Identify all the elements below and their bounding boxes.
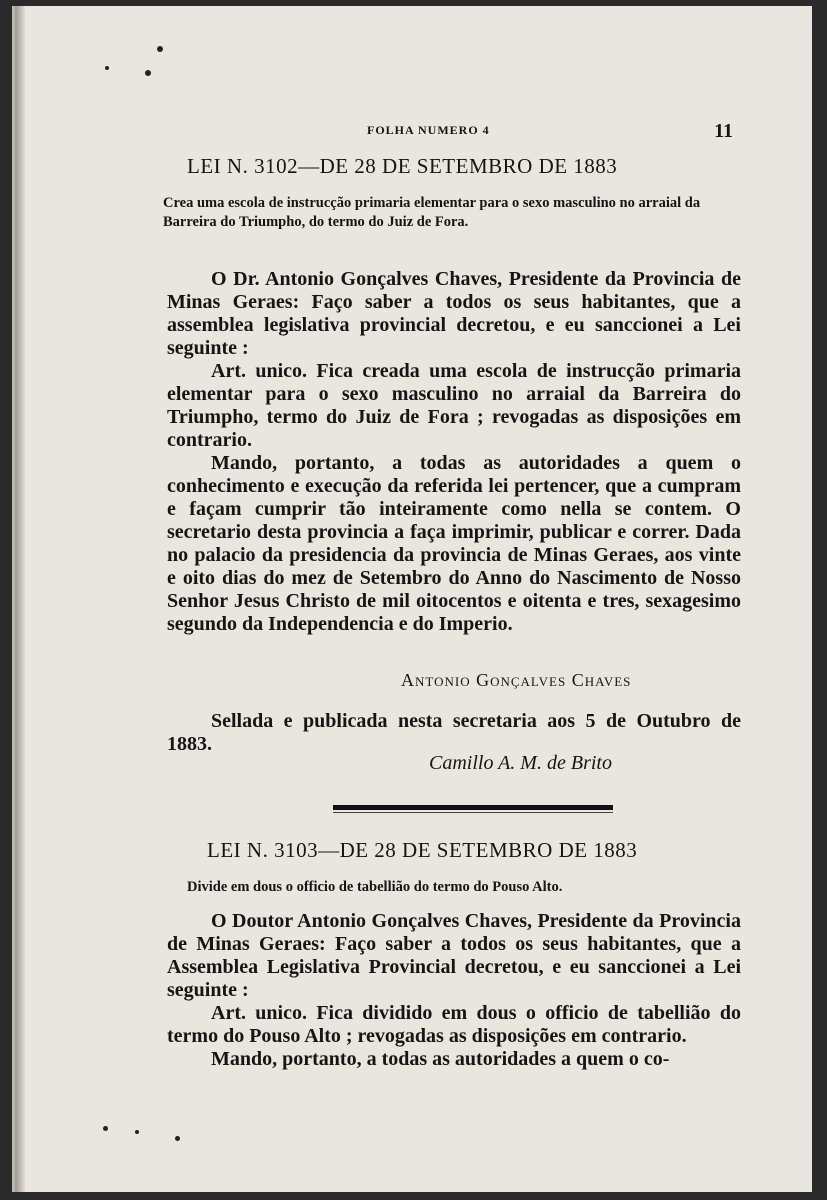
law-1-signature: Antonio Gonçalves Chaves: [401, 670, 632, 690]
law-1-title: LEI N. 3102—DE 28 DE SETEMBRO DE 1883: [187, 154, 618, 178]
section-divider-rule: [333, 812, 613, 813]
page-number: 11: [714, 120, 733, 142]
running-head: FOLHA NUMERO 4: [367, 123, 490, 137]
law-2-body: [167, 910, 741, 1071]
ink-speck: [175, 1136, 180, 1141]
page-spine: [15, 6, 25, 1192]
page-header: [15, 120, 815, 144]
ink-speck: [135, 1130, 139, 1134]
law-1-preamble: O Dr. Antonio Gonçalves Chaves, Presidente da Provincia de Minas Geraes: Faço saber a todos os seus habitantes, que a assemblea legislativa provincial decretou, e eu sanccionei a Lei seguinte :: [167, 268, 741, 359]
law-2-summary: Divide em dous o officio de tabellião do termo do Pouso Alto.: [187, 879, 563, 895]
section-divider: [333, 805, 613, 810]
law-2-article: Art. unico. Fica dividido em dous o officio de tabellião do termo do Pouso Alto ; revogadas as disposições em contrario.: [167, 1002, 741, 1047]
law-1-body: [167, 268, 741, 636]
ink-speck: [157, 46, 163, 52]
law-1-article: Art. unico. Fica creada uma escola de instrucção primaria elementar para o sexo masculino no arraial da Barreira do Triumpho, termo do Juiz de Fora ; revogadas as disposições em contrario.: [167, 360, 741, 451]
law-1-mandate: Mando, portanto, a todas as autoridades a quem o conhecimento e execução da referida lei pertencer, que a cumpram e façam cumprir tão inteiramente como nella se contem. O secretario desta provincia a faça imprimir, publicar e correr. Dada no palacio da presidencia da provincia de Minas Geraes, aos vinte e oito dias do mez de Setembro do Anno do Nascimento de Nosso Senhor Jesus Christo de mil oitocentos e oitenta e tres, sexagesimo segundo da Independencia e do Imperio.: [167, 452, 741, 635]
law-1-sealed-block: [167, 710, 741, 756]
ink-speck: [145, 70, 151, 76]
ink-speck: [103, 1126, 108, 1131]
law-1-sealed: Sellada e publicada nesta secretaria aos 5 de Outubro de 1883.: [167, 710, 741, 755]
law-1-secretary: Camillo A. M. de Brito: [429, 752, 612, 774]
law-1-summary: Crea uma escola de instrucção primaria elementar para o sexo masculino no arraial da Barreira do Triumpho, do termo do Juiz de Fora.: [163, 195, 701, 230]
ink-speck: [105, 66, 109, 70]
document-page: [12, 6, 812, 1192]
law-2-mandate: Mando, portanto, a todas as autoridades a quem o co-: [211, 1048, 670, 1070]
law-2-preamble: O Doutor Antonio Gonçalves Chaves, Presidente da Provincia de Minas Geraes: Faço saber a todos os seus habitantes, que a Assemblea Legislativa Provincial decretou, e eu sanccionei a Lei seguinte :: [167, 910, 741, 1001]
law-2-title: LEI N. 3103—DE 28 DE SETEMBRO DE 1883: [207, 838, 638, 862]
